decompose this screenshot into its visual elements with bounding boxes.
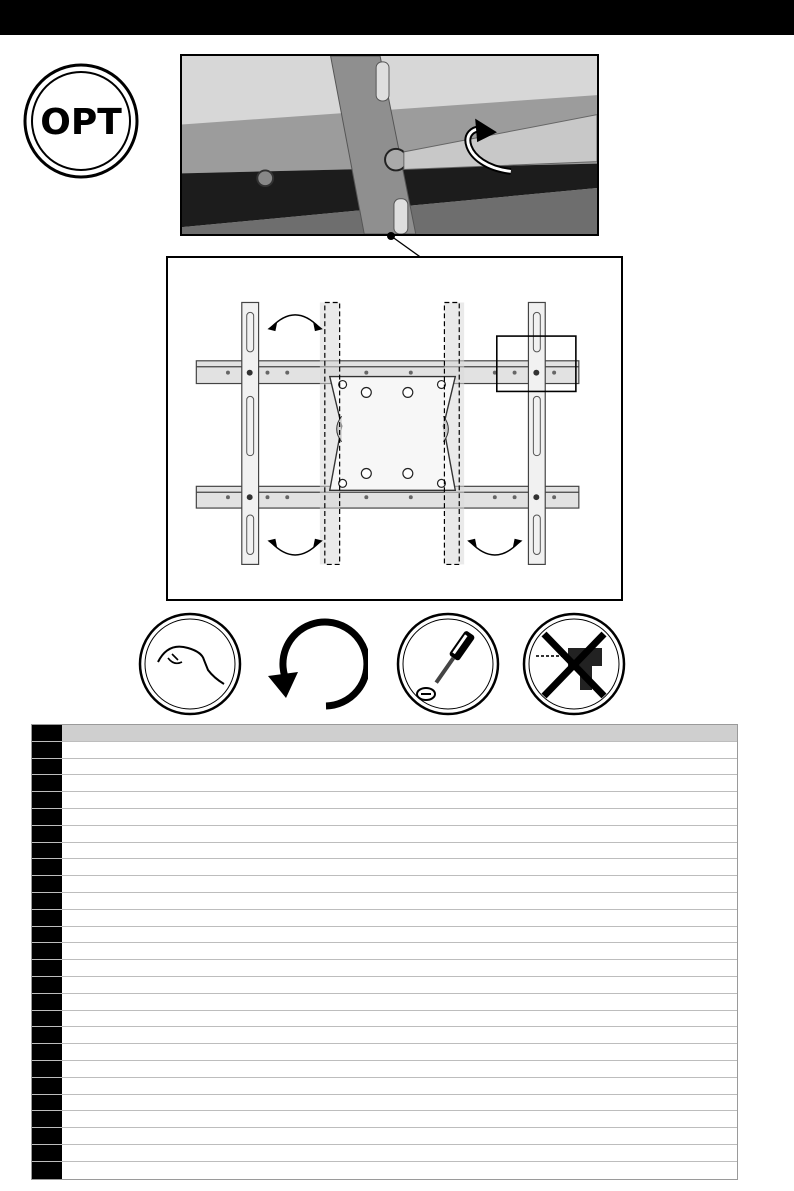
language-code-cell	[32, 960, 62, 976]
language-code-cell	[32, 910, 62, 926]
instruction-text-cell	[62, 943, 737, 959]
language-code-cell	[32, 1027, 62, 1043]
badge-label: OPT	[40, 102, 122, 143]
language-code-cell	[32, 1162, 62, 1179]
table-row	[32, 943, 737, 960]
instruction-text-cell	[62, 826, 737, 842]
language-code-cell	[32, 759, 62, 775]
table-row	[32, 826, 737, 843]
language-code-cell	[32, 1095, 62, 1111]
table-row	[32, 1011, 737, 1028]
instruction-text-cell	[62, 775, 737, 791]
language-code-cell	[32, 809, 62, 825]
table-row	[32, 927, 737, 944]
language-code-cell	[32, 1111, 62, 1127]
language-code-cell	[32, 775, 62, 791]
instruction-text-cell	[62, 742, 737, 758]
table-row	[32, 1095, 737, 1112]
instruction-text-cell	[62, 859, 737, 875]
instruction-text-cell	[62, 893, 737, 909]
instruction-text-cell	[62, 1128, 737, 1144]
instruction-text-cell	[62, 927, 737, 943]
language-code-cell	[32, 859, 62, 875]
table-row	[32, 977, 737, 994]
table-row	[32, 843, 737, 860]
photo-screw-tighten	[180, 54, 599, 236]
table-row	[32, 1162, 737, 1179]
mount-diagram	[166, 256, 623, 601]
language-code-cell	[32, 792, 62, 808]
optional-step-badge	[22, 62, 140, 180]
header-bar	[0, 0, 794, 35]
table-row	[32, 775, 737, 792]
table-row	[32, 725, 737, 742]
language-code-cell	[32, 1061, 62, 1077]
table-row	[32, 1061, 737, 1078]
language-code-cell	[32, 943, 62, 959]
table-row	[32, 960, 737, 977]
table-row	[32, 910, 737, 927]
language-code-cell	[32, 1011, 62, 1027]
table-row	[32, 759, 737, 776]
table-row	[32, 994, 737, 1011]
language-code-cell	[32, 1078, 62, 1094]
instruction-text-cell	[62, 994, 737, 1010]
instruction-text-cell	[62, 1061, 737, 1077]
language-code-cell	[32, 927, 62, 943]
instruction-text-cell	[62, 910, 737, 926]
instruction-text-cell	[62, 792, 737, 808]
table-row	[32, 893, 737, 910]
table-row	[32, 1128, 737, 1145]
language-code-cell	[32, 977, 62, 993]
instruction-text-cell	[62, 1095, 737, 1111]
language-code-cell	[32, 893, 62, 909]
instruction-text-cell	[62, 1111, 737, 1127]
table-row	[32, 1078, 737, 1095]
rotate-counterclockwise-icon	[264, 612, 368, 716]
table-row	[32, 1145, 737, 1162]
language-code-cell	[32, 843, 62, 859]
no-power-drill-icon	[522, 612, 626, 716]
language-code-cell	[32, 1145, 62, 1161]
instruction-text-cell	[62, 725, 737, 741]
multilingual-instructions-table	[31, 724, 738, 1180]
hand-tighten-icon	[138, 612, 242, 716]
instruction-text-cell	[62, 843, 737, 859]
language-code-cell	[32, 826, 62, 842]
table-row	[32, 859, 737, 876]
language-code-cell	[32, 1044, 62, 1060]
instruction-text-cell	[62, 876, 737, 892]
table-row	[32, 1027, 737, 1044]
instruction-text-cell	[62, 1044, 737, 1060]
table-row	[32, 1111, 737, 1128]
instruction-text-cell	[62, 759, 737, 775]
table-row	[32, 792, 737, 809]
instruction-text-cell	[62, 1078, 737, 1094]
instruction-text-cell	[62, 1011, 737, 1027]
language-code-cell	[32, 1128, 62, 1144]
language-code-cell	[32, 742, 62, 758]
language-code-cell	[32, 876, 62, 892]
instruction-text-cell	[62, 1145, 737, 1161]
instruction-text-cell	[62, 977, 737, 993]
screwdriver-icon	[396, 612, 500, 716]
table-row	[32, 876, 737, 893]
table-row	[32, 1044, 737, 1061]
table-row	[32, 742, 737, 759]
language-code-cell	[32, 725, 62, 741]
instruction-text-cell	[62, 809, 737, 825]
instruction-text-cell	[62, 960, 737, 976]
table-row	[32, 809, 737, 826]
instruction-text-cell	[62, 1162, 737, 1179]
instruction-text-cell	[62, 1027, 737, 1043]
language-code-cell	[32, 994, 62, 1010]
